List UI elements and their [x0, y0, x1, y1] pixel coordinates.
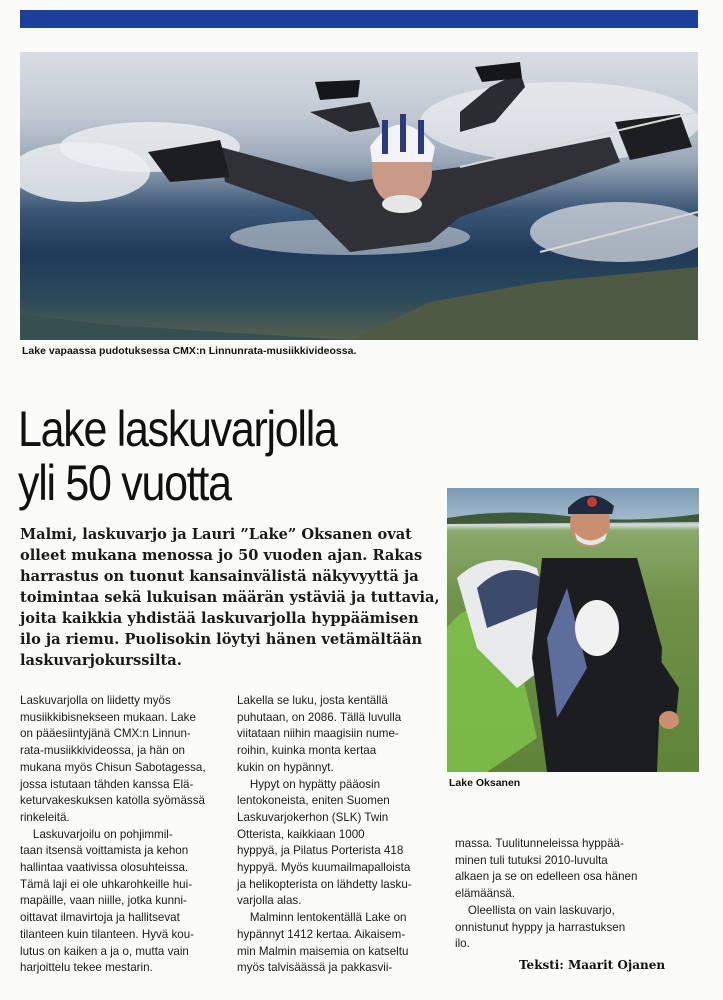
- portrait-photo: [447, 488, 699, 772]
- lead-line: joita kaikkia yhdistää laskuvarjolla hyppäämisen: [20, 610, 419, 627]
- header-color-bar: [20, 10, 698, 28]
- article-headline: [18, 402, 337, 510]
- lead-line: laskuvarjokurssilta.: [20, 652, 182, 669]
- body-line: keturvakeskuksen katolla syömässä: [20, 794, 205, 808]
- body-line: Laskuvarjoilu on pohjimmil-: [20, 827, 173, 841]
- body-line: Lakella se luku, josta kentällä: [237, 694, 388, 707]
- body-line: Otterista, kaikkiaan 1000: [237, 827, 365, 841]
- body-line: lutus on kaiken a ja o, mutta vain: [20, 944, 189, 958]
- portrait-caption: Lake Oksanen: [449, 777, 521, 789]
- body-line: mapäille, vaan niille, jotka kunni-: [20, 894, 187, 908]
- body-line: ilo.: [455, 937, 470, 951]
- body-line: hallintaa vaativissa olosuhteissa.: [20, 861, 189, 875]
- body-line: hypännyt 1412 kertaa. Aikaisem-: [237, 927, 406, 941]
- body-line: myös talvisäässä ja pakkasvii-: [237, 961, 393, 975]
- lead-line: ilo ja riemu. Puolisokin löytyi hänen vetämältään: [20, 631, 423, 648]
- body-line: Tämä laji ei ole uhkarohkeille hui-: [20, 877, 193, 891]
- body-line: roihin, kuinka monta kertaa: [237, 744, 377, 758]
- body-line: kukin on hypännyt.: [237, 760, 334, 774]
- body-line: Oleellista on vain laskuvarjo,: [455, 903, 615, 917]
- body-line: hyppyä. Myös kuumailmapalloista: [237, 861, 411, 875]
- body-line: Laskuvarjokerhon (SLK) Twin: [237, 810, 389, 824]
- body-column-2: [237, 693, 442, 977]
- skydiver-photo: [20, 52, 698, 340]
- lead-line: harrastus on tuonut kansainvälistä näkyvyyttä ja: [20, 568, 419, 585]
- body-column-3: [455, 836, 695, 953]
- lead-line: olleet mukana menossa jo 50 vuoden ajan. Rakas: [20, 547, 423, 564]
- body-line: ja helikopterista on lähdetty lasku-: [237, 877, 412, 891]
- body-line: on pääesiintyjänä CMX:n Linnun-: [20, 727, 191, 741]
- lead-paragraph: [20, 524, 445, 671]
- body-line: tilanteen kuin tilanteen. Hyvä kou-: [20, 927, 195, 941]
- body-line: oittavat ilmavirtoja ja hallitsevat: [20, 911, 180, 925]
- body-line: Hypyt on hypätty pääosin: [237, 777, 381, 791]
- skydiver-illustration: [20, 52, 698, 340]
- body-line: onnistunut hyppy ja harrastuksen: [455, 920, 626, 934]
- body-line: lentokoneista, eniten Suomen: [237, 794, 390, 808]
- body-line: massa. Tuulitunneleissa hyppää-: [455, 837, 624, 850]
- body-line: taan itsensä voittamista ja kehon: [20, 844, 189, 858]
- body-line: musiikkibisnekseen mukaan. Lake: [20, 710, 196, 724]
- portrait-illustration: [447, 488, 699, 772]
- photo-caption: Lake vapaassa pudotuksessa CMX:n Linnunrata-musiikkivideossa.: [22, 345, 357, 357]
- body-column-1: [20, 693, 225, 977]
- body-line: minen tuli tutuksi 2010-luvulta: [455, 853, 608, 867]
- body-line: Malminn lentokentällä Lake on: [237, 911, 407, 925]
- body-line: varjolla alas.: [237, 894, 302, 908]
- body-line: harjoittelu tekee mestarin.: [20, 961, 153, 975]
- lead-line: toimintaa sekä lukuisan määrän ystäviä ja tuttavia,: [20, 589, 440, 606]
- headline-line: Lake laskuvarjolla: [18, 401, 337, 457]
- author-credit: Teksti: Maarit Ojanen: [519, 958, 666, 972]
- body-line: mukana myös Chisun Sabotagessa,: [20, 760, 206, 774]
- body-line: puhutaan, on 2086. Tällä luvulla: [237, 710, 402, 724]
- body-line: jossa istutaan tähden kanssa Elä-: [20, 777, 194, 791]
- body-line: alkaen ja se on edelleen osa hänen: [455, 870, 638, 884]
- body-line: Laskuvarjolla on liidetty myös: [20, 694, 171, 707]
- lead-line: Malmi, laskuvarjo ja Lauri ”Lake” Oksanen ovat: [20, 526, 412, 543]
- body-line: rinkeleitä.: [20, 810, 70, 824]
- body-line: rata-musiikkivideossa, ja hän on: [20, 744, 185, 758]
- body-line: hyppyä, ja Pilatus Porterista 418: [237, 844, 404, 858]
- body-line: viitataan niihin maagisiin nume-: [237, 727, 399, 741]
- body-line: elämäänsä.: [455, 887, 515, 901]
- headline-line: yli 50 vuotta: [18, 455, 231, 511]
- body-line: min Malmin maisemia on katseltu: [237, 944, 409, 958]
